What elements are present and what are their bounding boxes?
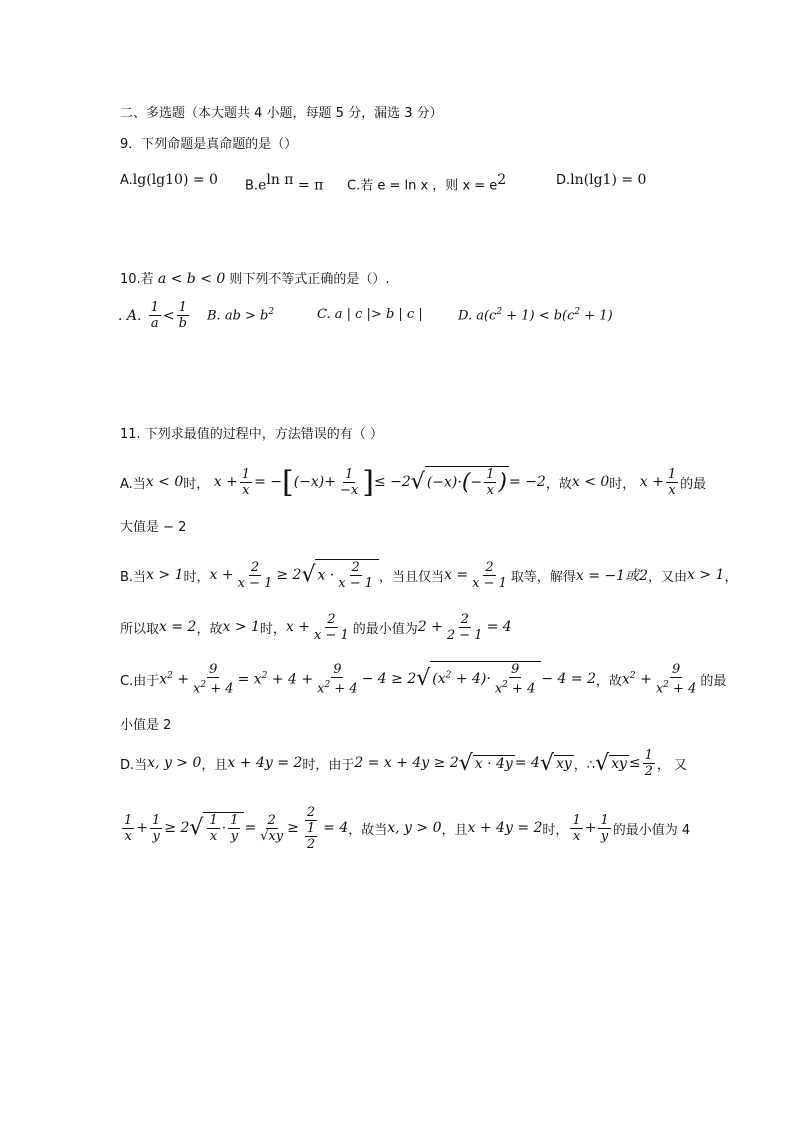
fraction: $\frac{9}{x^2 + 4}$ bbox=[317, 661, 358, 697]
section-title: 二、多选题（本大题共 4 小题，每题 5 分，漏选 3 分） bbox=[120, 106, 443, 121]
fraction: $\frac{1}{-x}$ bbox=[340, 466, 359, 498]
square-root: √ $(x^2 + 4)\cdot$ $\frac{9}{x^2 + 4}$ bbox=[416, 661, 541, 696]
square-root: √ x · $\frac{2}{x - 1}$ bbox=[301, 559, 379, 591]
q11-option-c-line2: 小值是 2 bbox=[120, 718, 172, 733]
q10-option-b: B. ab > $b^2$ bbox=[207, 307, 275, 324]
q9-option-d: D.ln(lg1) = 0 bbox=[556, 172, 647, 188]
q11-option-c-line1: C.由于 $x^2$ + $\frac{9}{x^2 + 4}$ = $x^2 + 4$ + $\frac{9}{x^2 + 4}$ − 4 ≥ 2 √ $(x^2 + 4)\cdot$ $\frac{9}{x^2 + 4}$ − 4 = 2 ，故 $x^2$ + $\frac{9}{x^2 + 4}$ 的最 bbox=[120, 661, 727, 697]
fraction: $\frac{2}{√xy}$ bbox=[260, 812, 284, 844]
fraction: $\frac{9}{x^2 + 4}$ bbox=[655, 661, 697, 697]
q11-option-b-line1: B.当 x > 1 时， x + $\frac{2}{x - 1}$ ≥ 2 √ x · $\frac{2}{x - 1}$ ，当且仅当 x = $\frac{2}{x - 1}$ 取等，解得 x = −1或2 ，又由 x > 1 ， bbox=[120, 559, 738, 591]
square-root: √ xy bbox=[595, 750, 627, 776]
q10-option-c: C. a | c |> b | c | bbox=[317, 307, 423, 322]
fraction: $\frac{1}{y}$ bbox=[152, 812, 161, 844]
fraction: $\frac{1}{a}$ bbox=[150, 300, 159, 331]
fraction: $\frac{2}{\frac{1}{2}}$ bbox=[306, 804, 316, 852]
q9-option-a: A.lg(lg10) = 0 bbox=[120, 172, 218, 188]
fraction: $\frac{2}{2 - 1}$ bbox=[446, 611, 483, 643]
q10-option-d: D. $a(c^2 + 1) < b(c^2 + 1)$ bbox=[458, 307, 613, 324]
q11-option-a-line2: 大值是 − 2 bbox=[120, 520, 187, 535]
square-root: √ xy bbox=[539, 750, 572, 776]
square-root: √ $\frac{1}{x}$ · $\frac{1}{y}$ bbox=[189, 812, 244, 844]
fraction: $\frac{2}{x - 1}$ bbox=[237, 559, 273, 591]
fraction: $\frac{1}{2}$ bbox=[644, 747, 653, 779]
q9-option-b: $B.e^{ln \pi} = \pi$ bbox=[245, 172, 324, 194]
q11-option-d-line1: D.当 x, y > 0 ，且 x + 4y = 2 时，由于 2 = x + 4y ≥ 2 √ x · 4y = 4 √ xy ，∴ √ xy ≤ $\frac{1}{2}$ ， 又 bbox=[120, 747, 688, 779]
fraction: $\frac{1}{x}$ bbox=[241, 466, 251, 498]
fraction: $\frac{1}{x}$ bbox=[667, 466, 677, 498]
q11-option-a-line1: A.当 x < 0 时， x + $\frac{1}{x}$ = − [ (−x)+ $\frac{1}{-x}$ ] ≤ −2 √ (−x)·(− $\frac{1}{x}$ ) = −2 ，故 x < 0 时， x + $\frac{1}{x}$ 的最 bbox=[120, 464, 707, 500]
q11-stem: 11. 下列求最值的过程中，方法错误的有（ ） bbox=[120, 427, 383, 442]
fraction: $\frac{1}{b}$ bbox=[178, 300, 187, 331]
fraction: $\frac{2}{x - 1}$ bbox=[472, 559, 507, 591]
q11-option-b-line2: 所以取 x = 2 ，故 x > 1 时， x + $\frac{2}{x - 1}$ 的最小值为 2 + $\frac{2}{2 - 1}$ = 4 bbox=[120, 611, 512, 643]
q9-stem: 9．下列命题是真命题的是（） bbox=[120, 137, 298, 152]
fraction: $\frac{9}{x^2 + 4}$ bbox=[193, 661, 234, 697]
square-root: √ x · 4y bbox=[458, 750, 513, 776]
fraction: $\frac{1}{y}$ bbox=[600, 812, 609, 844]
fraction: $\frac{1}{x}$ bbox=[124, 812, 133, 844]
q11-option-d-line2: $\frac{1}{x}$ + $\frac{1}{y}$ ≥ 2 √ $\frac{1}{x}$ · $\frac{1}{y}$ = $\frac{2}{√xy}$ ≥ $\frac{2}{\frac{1}{2}}$ = 4 ，故当 x, y > 0 ，且 x + 4y = 2 时， $\frac{1}{x}$ + $\frac{1}{y}$ 的最小值为 4 bbox=[124, 804, 691, 852]
fraction: $\frac{2}{x - 1}$ bbox=[314, 611, 349, 643]
fraction: $\frac{1}{x}$ bbox=[572, 812, 581, 844]
q10-option-a: . A. $\frac{1}{a}$ < $\frac{1}{b}$ bbox=[118, 300, 187, 331]
q10-stem: 10.若 a < b < 0 则下列不等式正确的是（）. bbox=[120, 271, 390, 287]
square-root: √ (−x)·(− $\frac{1}{x}$ ) bbox=[410, 467, 508, 498]
q9-option-c: C.若 e = ln x ，则 $x = e^2$ bbox=[347, 172, 507, 194]
